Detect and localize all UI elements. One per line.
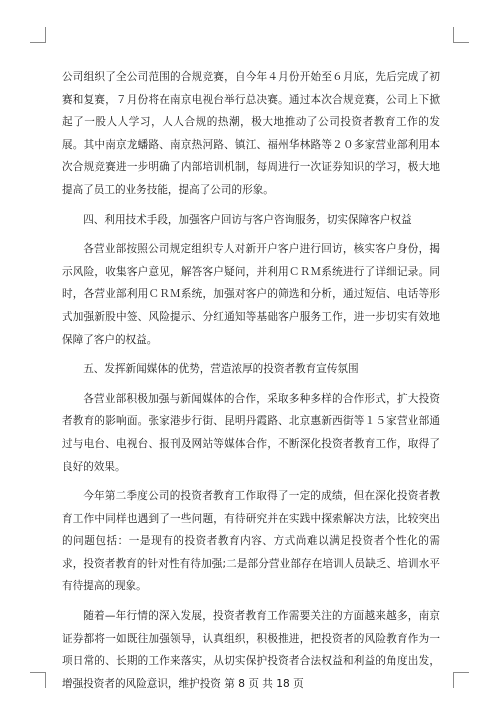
section-heading-4: 四、利用技术手段，加强客户回访与客户咨询服务，切实保障客户权益 <box>83 213 412 226</box>
crop-mark-bottom-left-h <box>30 672 46 673</box>
crop-mark-top-left-h <box>30 42 46 43</box>
document-body <box>62 66 440 702</box>
paragraph-outlook-and-page-number: 随着—年行情的深入发展，投资者教育工作需要关注的方面越来越多，南京证券都将一如既往加强领导，认真组织，积极推进，把投资者的风险教育作为一项日常的、长期的工作来落实，从切实保护投资者合法权益和利益的角度出发，增强投资者的风险意识，维护投资 第 8 页 共 18 页 <box>62 610 440 690</box>
paragraph-customer-visits: 各营业部按照公司规定组织专人对新开户客户进行回访，核实客户身份，揭示风险，收集客户意见，解答客户疑问，并利用ＣＲＭ系统进行了详细记录。同时，各营业部利用ＣＲＭ系统，加强对客户的筛选和分析，通过短信、电话等形式加强新股中签、风险提示、分红通知等基础客户服务工作，进一步切实有效地保障了客户的权益。 <box>62 243 440 346</box>
crop-mark-top-right-v <box>453 27 454 43</box>
paragraph-problems: 今年第二季度公司的投资者教育工作取得了一定的成绩，但在深化投资者教育工作中同样也遇到了一些问题，有待研究并在实践中探索解决方法，比较突出的问题包括：一是现有的投资者教育内容、方式尚难以满足投资者个性化的需求，投资者教育的针对性有待加强;二是部分营业部存在培训人员缺乏、培训水平有待提高的现象。 <box>62 490 440 593</box>
crop-mark-bottom-right-v <box>453 672 454 688</box>
section-heading-5: 五、发挥新闻媒体的优势，营造浓厚的投资者教育宣传氛围 <box>83 363 359 376</box>
paragraph-compliance-contest: 公司组织了全公司范围的合规竞赛，自今年４月份开始至６月底，先后完成了初赛和复赛，７月份将在南京电视台举行总决赛。通过本次合规竞赛，公司上下掀起了一股人人学习，人人合规的热潮，极大地推动了公司投资者教育工作的发展。其中南京龙蟠路、南京热河路、镇江、福州华林路等２０多家营业部利用本次合规竞赛进一步明确了内部培训机制，每周进行一次证券知识的学习，极大地提高了员工的业务技能，提高了公司的形象。 <box>62 71 440 196</box>
crop-mark-top-right-h <box>453 42 469 43</box>
crop-mark-bottom-right-h <box>453 672 469 673</box>
crop-mark-top-left-v <box>45 27 46 43</box>
paragraph-media-cooperation: 各营业部积极加强与新闻媒体的合作，采取多种多样的合作形式，扩大投资者教育的影响面。张家港步行街、昆明丹霞路、北京惠新西街等１５家营业部通过与电台、电视台、报刊及网站等媒体合作，不断深化投资者教育工作，取得了良好的效果。 <box>62 392 440 473</box>
crop-mark-bottom-left-v <box>45 672 46 688</box>
